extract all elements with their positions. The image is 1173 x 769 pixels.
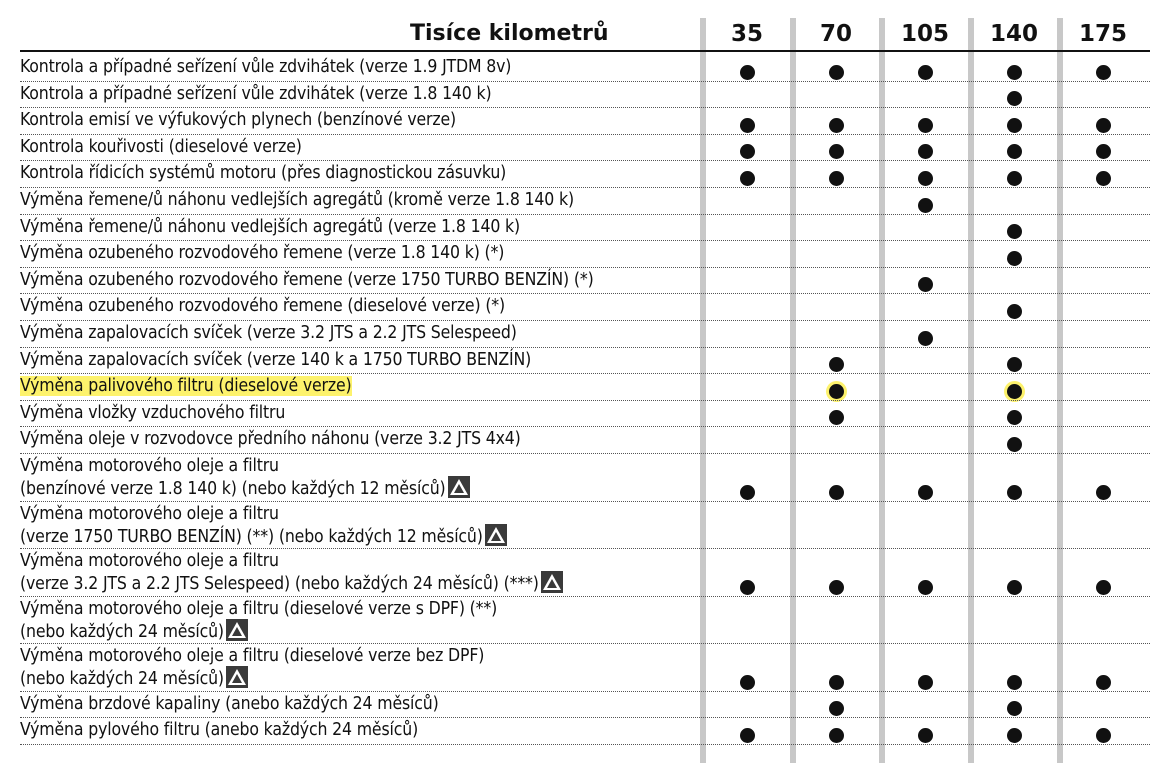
row-label: Kontrola řídicích systémů motoru (přes diagnostickou zásuvku) xyxy=(20,163,507,184)
row-divider xyxy=(20,643,1150,644)
check-dot-icon xyxy=(740,580,755,595)
warning-triangle-icon xyxy=(226,619,248,641)
check-dot-icon xyxy=(1007,171,1022,186)
check-dot-icon xyxy=(1007,701,1022,716)
column-header-140: 140 xyxy=(989,21,1038,47)
row-label: Výměna řemene/ů náhonu vedlejších agregátů (kromě verze 1.8 140 k) xyxy=(20,190,574,210)
check-dot-icon xyxy=(1096,171,1111,186)
check-dot-icon xyxy=(1007,91,1022,106)
column-band-1 xyxy=(790,18,796,763)
check-dot-icon xyxy=(918,675,933,690)
row-divider xyxy=(20,373,1150,374)
check-dot-icon xyxy=(829,144,844,159)
check-dot-icon xyxy=(918,331,933,346)
row-label: Výměna zapalovacích svíček (verze 3.2 JTS a 2.2 JTS Selespeed) xyxy=(20,323,517,343)
check-dot-icon xyxy=(918,485,933,500)
check-dot-icon xyxy=(918,728,933,743)
check-dot-icon xyxy=(740,144,755,159)
row-divider xyxy=(20,293,1150,294)
column-header-175: 175 xyxy=(1078,21,1127,47)
check-dot-icon xyxy=(918,198,933,213)
check-dot-icon xyxy=(1007,357,1022,372)
column-band-3 xyxy=(968,18,974,763)
table-row xyxy=(20,401,698,428)
check-dot-icon xyxy=(829,171,844,186)
row-label: Kontrola a případné seřízení vůle zdvihátek (verze 1.9 JTDM 8v) xyxy=(20,57,512,77)
check-dot-icon xyxy=(1007,485,1022,500)
row-label: Kontrola kouřivosti (dieselové verze) xyxy=(20,136,302,157)
row-label: Výměna řemene/ů náhonu vedlejších agregátů (verze 1.8 140 k) xyxy=(20,216,520,237)
check-dot-icon xyxy=(829,118,844,133)
row-divider xyxy=(20,187,1150,188)
table-row xyxy=(20,502,698,550)
row-label: Výměna oleje v rozvodovce předního náhonu (verze 3.2 JTS 4x4) xyxy=(20,429,521,450)
check-dot-icon xyxy=(1096,144,1111,159)
warning-triangle-icon xyxy=(485,524,507,546)
table-row xyxy=(20,597,698,645)
row-divider xyxy=(20,453,1150,454)
column-header-105: 105 xyxy=(900,21,949,47)
row-label: Výměna motorového oleje a filtru (dieselové verze bez DPF) xyxy=(20,646,485,666)
column-band-0 xyxy=(700,18,706,763)
check-dot-icon xyxy=(918,118,933,133)
check-dot-icon xyxy=(740,65,755,80)
table-row xyxy=(20,454,698,502)
check-dot-icon xyxy=(1007,384,1022,399)
column-header-70: 70 xyxy=(819,21,852,47)
table-row xyxy=(20,321,698,348)
row-label: Výměna ozubeného rozvodového řemene (verze 1750 TURBO BENZÍN) (*) xyxy=(20,269,594,290)
row-divider xyxy=(20,347,1150,348)
check-dot-icon xyxy=(829,384,844,399)
row-divider xyxy=(20,548,1150,549)
row-label: (verze 1750 TURBO BENZÍN) (**) (nebo každých 12 měsíců) xyxy=(20,526,483,547)
header-rule xyxy=(20,50,1150,52)
table-row xyxy=(20,108,698,135)
row-divider xyxy=(20,400,1150,401)
check-dot-icon xyxy=(740,675,755,690)
check-dot-icon xyxy=(918,144,933,159)
row-label: Výměna motorového oleje a filtru xyxy=(20,503,279,524)
row-label: (verze 3.2 JTS a 2.2 JTS Selespeed) (nebo každých 24 měsíců) (***) xyxy=(20,574,539,594)
check-dot-icon xyxy=(740,118,755,133)
check-dot-icon xyxy=(1096,485,1111,500)
row-label: Výměna pylového filtru (anebo každých 24 měsíců) xyxy=(20,720,419,741)
table-row xyxy=(20,268,698,295)
check-dot-icon xyxy=(1096,675,1111,690)
table-row xyxy=(20,644,698,692)
row-divider xyxy=(20,717,1150,718)
check-dot-icon xyxy=(829,485,844,500)
check-dot-icon xyxy=(1096,580,1111,595)
column-band-4 xyxy=(1057,18,1063,763)
check-dot-icon xyxy=(1007,304,1022,319)
check-dot-icon xyxy=(829,701,844,716)
check-dot-icon xyxy=(829,580,844,595)
row-label: (nebo každých 24 měsíců) xyxy=(20,621,224,642)
check-dot-icon xyxy=(740,171,755,186)
check-dot-icon xyxy=(740,485,755,500)
check-dot-icon xyxy=(1007,65,1022,80)
check-dot-icon xyxy=(829,410,844,425)
check-dot-icon xyxy=(1007,675,1022,690)
warning-triangle-icon xyxy=(226,666,248,688)
row-label: (nebo každých 24 měsíců) xyxy=(20,669,224,689)
check-dot-icon xyxy=(1007,410,1022,425)
row-divider xyxy=(20,134,1150,135)
row-label: Výměna motorového oleje a filtru xyxy=(20,551,279,571)
row-label: Kontrola emisí ve výfukových plynech (benzínové verze) xyxy=(20,110,457,131)
table-row xyxy=(20,294,698,321)
table-row xyxy=(20,135,698,162)
check-dot-icon xyxy=(918,65,933,80)
row-label: Kontrola a případné seřízení vůle zdvihátek (verze 1.8 140 k) xyxy=(20,83,492,104)
row-divider xyxy=(20,214,1150,215)
row-divider xyxy=(20,160,1150,161)
row-divider xyxy=(20,267,1150,268)
check-dot-icon xyxy=(1007,144,1022,159)
check-dot-icon xyxy=(1096,65,1111,80)
check-dot-icon xyxy=(1007,118,1022,133)
table-row xyxy=(20,241,698,268)
row-divider xyxy=(20,501,1150,502)
row-divider xyxy=(20,240,1150,241)
row-divider xyxy=(20,691,1150,692)
row-divider xyxy=(20,320,1150,321)
column-header-35: 35 xyxy=(730,21,763,47)
check-dot-icon xyxy=(1007,728,1022,743)
check-dot-icon xyxy=(1007,580,1022,595)
table-row xyxy=(20,549,698,597)
row-label: Výměna brzdové kapaliny (anebo každých 24 měsíců) xyxy=(20,693,439,714)
table-row xyxy=(20,55,698,82)
check-dot-icon xyxy=(1096,728,1111,743)
warning-triangle-icon xyxy=(541,571,563,593)
check-dot-icon xyxy=(918,277,933,292)
row-divider xyxy=(20,107,1150,108)
check-dot-icon xyxy=(1096,118,1111,133)
check-dot-icon xyxy=(740,728,755,743)
table-row xyxy=(20,718,698,745)
header-title: Tisíce kilometrů xyxy=(410,21,609,46)
row-divider xyxy=(20,426,1150,427)
check-dot-icon xyxy=(1007,224,1022,239)
table-row xyxy=(20,215,698,242)
row-label: Výměna ozubeného rozvodového řemene (dieselové verze) (*) xyxy=(20,296,506,317)
row-label: (benzínové verze 1.8 140 k) (nebo každých 12 měsíců) xyxy=(20,479,446,499)
row-label: Výměna palivového filtru (dieselové verze) xyxy=(20,376,352,397)
table-row xyxy=(20,188,698,215)
check-dot-icon xyxy=(918,171,933,186)
table-row xyxy=(20,82,698,109)
row-label: Výměna motorového oleje a filtru xyxy=(20,456,279,476)
warning-triangle-icon xyxy=(448,476,470,498)
check-dot-icon xyxy=(1007,251,1022,266)
check-dot-icon xyxy=(829,65,844,80)
row-label: Výměna zapalovacích svíček (verze 140 k a 1750 TURBO BENZÍN) xyxy=(20,349,532,370)
check-dot-icon xyxy=(829,728,844,743)
row-divider xyxy=(20,744,1150,745)
row-label: Výměna ozubeného rozvodového řemene (verze 1.8 140 k) (*) xyxy=(20,243,505,264)
table-row xyxy=(20,692,698,719)
table-row xyxy=(20,374,698,401)
table-row xyxy=(20,161,698,188)
row-divider xyxy=(20,81,1150,82)
row-divider xyxy=(20,596,1150,597)
check-dot-icon xyxy=(829,357,844,372)
check-dot-icon xyxy=(829,675,844,690)
check-dot-icon xyxy=(918,580,933,595)
check-dot-icon xyxy=(1007,437,1022,452)
column-band-2 xyxy=(879,18,885,763)
table-row xyxy=(20,427,698,454)
row-label: Výměna vložky vzduchového filtru xyxy=(20,402,286,423)
table-row xyxy=(20,348,698,375)
row-label: Výměna motorového oleje a filtru (dieselové verze s DPF) (**) xyxy=(20,598,498,619)
